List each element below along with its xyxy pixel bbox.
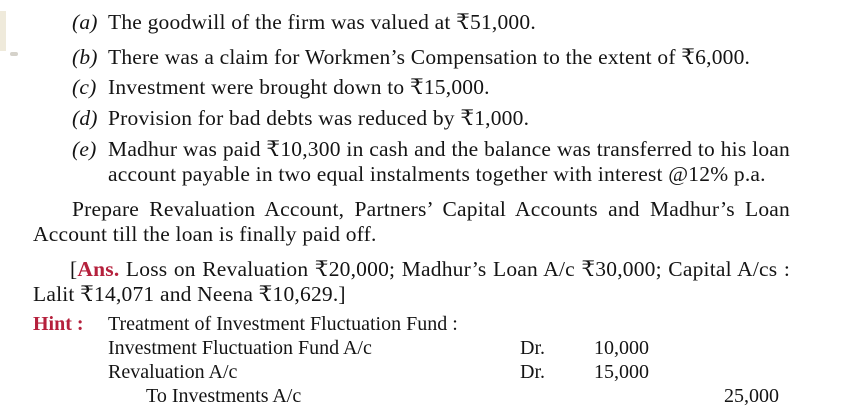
item-label-a: (a) [72, 10, 98, 34]
journal-row-2 [33, 361, 790, 383]
instruction-paragraph [33, 197, 790, 247]
account-name: To Investments A/c [146, 385, 302, 407]
account-name: Investment Fluctuation Fund A/c [108, 337, 372, 359]
journal-row-3 [33, 385, 790, 407]
list-item-b [33, 45, 790, 70]
item-text-c: Investment were brought down to ₹15,000. [108, 75, 490, 99]
list-item-c [33, 75, 790, 100]
dr-label: Dr. [520, 337, 545, 359]
journal-row-1 [33, 337, 790, 359]
text-column [33, 10, 790, 407]
instruction-line2: Account till the loan is finally paid off. [33, 222, 377, 246]
debit-amount: 10,000 [594, 337, 649, 359]
answer-paragraph [33, 257, 790, 307]
credit-amount: 25,000 [724, 385, 779, 407]
hint-title: Treatment of Investment Fluctuation Fund : [108, 313, 458, 335]
answer-open-bracket: [ [70, 257, 78, 281]
account-name: Revaluation A/c [108, 361, 238, 383]
item-label-c: (c) [72, 75, 97, 99]
dr-label: Dr. [520, 361, 545, 383]
answer-label: Ans. [77, 257, 120, 281]
item-text-e-line2: account payable in two equal instalments together with interest @12% p.a. [108, 162, 766, 186]
list-item-d [33, 106, 790, 131]
hint-label: Hint : [33, 313, 84, 335]
item-text-e-line1: Madhur was paid ₹10,300 in cash and the balance was transferred to his loan [108, 137, 790, 161]
scan-edge-artifact [0, 11, 6, 51]
item-text-d: Provision for bad debts was reduced by ₹1,000. [108, 106, 530, 130]
item-label-b: (b) [72, 45, 98, 69]
instruction-line1: Prepare Revaluation Account, Partners’ Capital Accounts and Madhur’s Loan [72, 197, 790, 221]
debit-amount: 15,000 [594, 361, 649, 383]
answer-line1 [33, 257, 790, 282]
item-text-b: There was a claim for Workmen’s Compensation to the extent of ₹6,000. [108, 45, 751, 69]
hint-block [33, 313, 790, 407]
item-label-d: (d) [72, 106, 98, 130]
item-label-e: (e) [72, 137, 97, 161]
answer-line1-rest: Loss on Revaluation ₹20,000; Madhur’s Loan A/c ₹30,000; Capital A/cs : [125, 257, 790, 281]
scan-speck-artifact [10, 52, 18, 56]
list-item-a [33, 10, 790, 35]
item-text-a: The goodwill of the firm was valued at ₹51,000. [108, 10, 536, 34]
list-item-e [33, 137, 790, 187]
answer-line2: Lalit ₹14,071 and Neena ₹10,629.] [33, 282, 346, 306]
